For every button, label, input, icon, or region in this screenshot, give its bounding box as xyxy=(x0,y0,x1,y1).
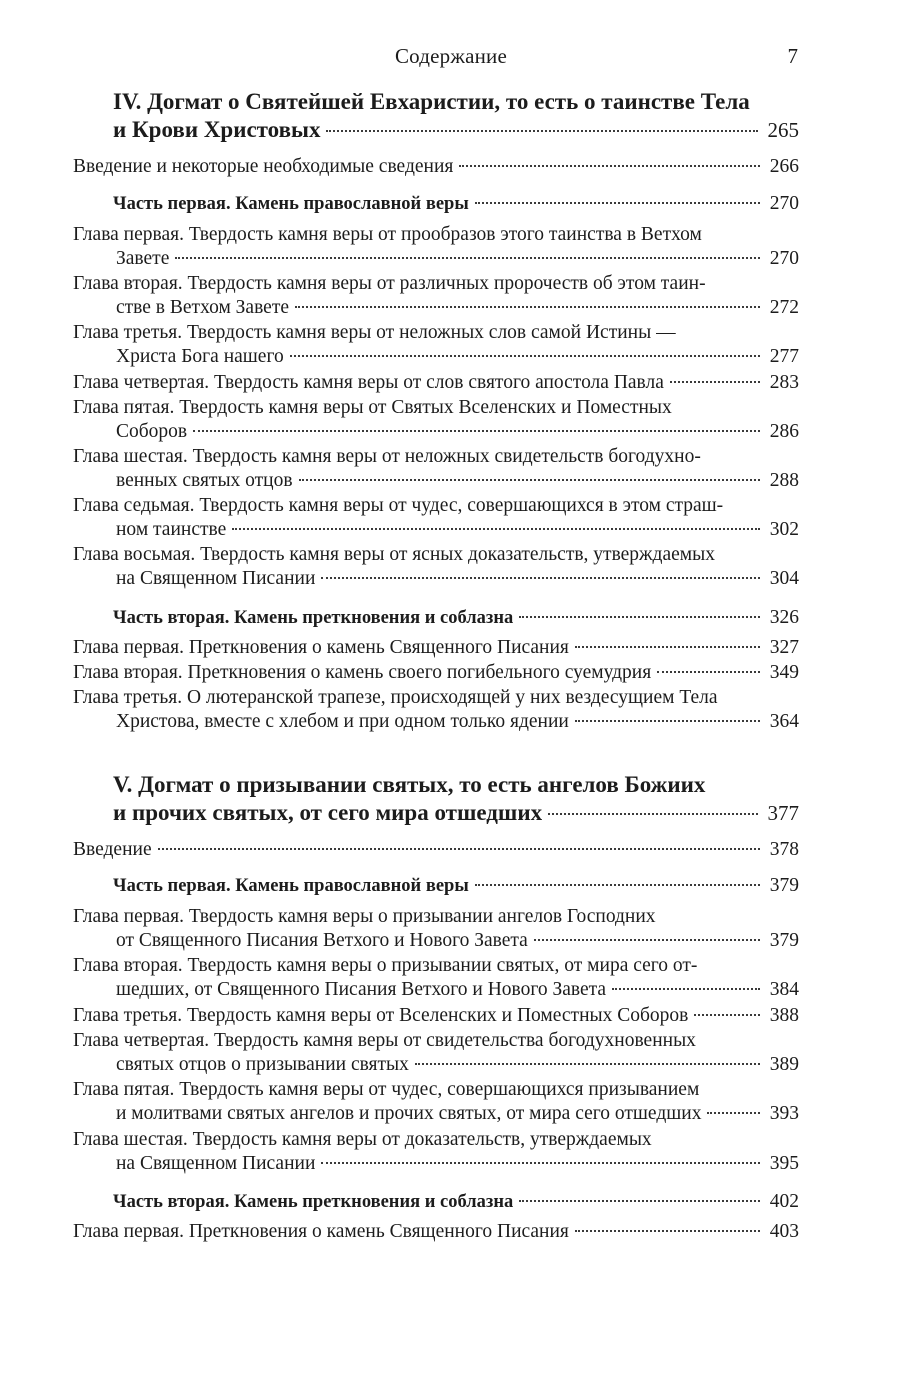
toc-entry-s5-intro: Введение 378 xyxy=(73,839,799,860)
toc-entry-s4-ch2-line2: стве в Ветхом Завете 272 xyxy=(116,297,799,318)
toc-entry-s5-ch6-line1: Глава шестая. Твердость камня веры от доказательств, утверждаемых xyxy=(73,1129,652,1150)
header-page-number: 7 xyxy=(787,44,798,68)
toc-entry-s4-part1: Часть первая. Камень православной веры 270 xyxy=(113,193,799,214)
toc-entry-s4-ch1-line1: Глава первая. Твердость камня веры от прообразов этого таинства в Ветхом xyxy=(73,224,702,245)
toc-entry-s4-ch7-line1: Глава седьмая. Твердость камня веры от чудес, совершающихся в этом страш- xyxy=(73,495,724,516)
section5-title-line2: и прочих святых, от сего мира отшедших 377 xyxy=(113,798,799,828)
toc-entry-s5-ch1-line1: Глава первая. Твердость камня веры о призывании ангелов Господних xyxy=(73,906,656,927)
toc-entry-s5-ch4-line1: Глава четвертая. Твердость камня веры от свидетельства богодухновенных xyxy=(73,1030,696,1051)
section5-title-line1: V. Догмат о призывании святых, то есть ангелов Божиих xyxy=(113,772,706,797)
toc-entry-s5-ch6-line2: на Священном Писании 395 xyxy=(116,1153,799,1174)
toc-entry-s4-p2ch2: Глава вторая. Преткновения о камень своего погибельного суемудрия 349 xyxy=(73,662,799,683)
toc-entry-s5-ch5-line1: Глава пятая. Твердость камня веры от чудес, совершающихся призыванием xyxy=(73,1079,700,1100)
toc-entry-s4-ch8-line1: Глава восьмая. Твердость камня веры от ясных доказательств, утверждаемых xyxy=(73,544,715,565)
toc-entry-s4-p2ch3-line1: Глава третья. О лютеранской трапезе, происходящей у них вездесущием Тела xyxy=(73,687,718,708)
section4-title-line2: и Крови Христовых 265 xyxy=(113,115,799,145)
section4-page: 265 xyxy=(767,118,799,142)
toc-entry-s4-ch8-line2: на Священном Писании 304 xyxy=(116,568,799,589)
toc-entry-s4-p2ch1: Глава первая. Преткновения о камень Священного Писания 327 xyxy=(73,637,799,658)
section4-title-line1: IV. Догмат о Святейшей Евхаристии, то есть о таинстве Тела xyxy=(113,89,750,114)
running-header xyxy=(0,44,902,74)
toc-entry-s5-part2: Часть вторая. Камень преткновения и соблазна 402 xyxy=(113,1191,799,1212)
toc-entry-s5-ch2-line1: Глава вторая. Твердость камня веры о призывании святых, от мира сего от- xyxy=(73,955,698,976)
toc-entry-s4-ch4: Глава четвертая. Твердость камня веры от слов святого апостола Павла 283 xyxy=(73,372,799,393)
toc-entry-s5-ch4-line2: святых отцов о призывании святых 389 xyxy=(116,1054,799,1075)
toc-entry-s4-ch3-line1: Глава третья. Твердость камня веры от неложных слов самой Истины — xyxy=(73,322,676,343)
toc-entry-s5-ch5-line2: и молитвами святых ангелов и прочих святых, от мира сего отшедших 393 xyxy=(116,1103,799,1124)
toc-entry-s4-intro: Введение и некоторые необходимые сведения 266 xyxy=(73,156,799,177)
toc-entry-s4-ch7-line2: ном таинстве 302 xyxy=(116,519,799,540)
toc-entry-s4-part2: Часть вторая. Камень преткновения и соблазна 326 xyxy=(113,607,799,628)
toc-entry-s5-ch1-line2: от Священного Писания Ветхого и Нового Завета 379 xyxy=(116,930,799,951)
section5-page: 377 xyxy=(767,801,799,825)
header-title: Содержание xyxy=(394,44,508,68)
toc-entry-s4-ch3-line2: Христа Бога нашего 277 xyxy=(116,346,799,367)
toc-entry-s5-part1: Часть первая. Камень православной веры 379 xyxy=(113,875,799,896)
toc-entry-s4-ch2-line1: Глава вторая. Твердость камня веры от различных пророчеств об этом таин- xyxy=(73,273,706,294)
toc-entry-s4-ch6-line1: Глава шестая. Твердость камня веры от неложных свидетельств богодухно- xyxy=(73,446,701,467)
toc-entry-s4-ch1-line2: Завете 270 xyxy=(116,248,799,269)
toc-entry-s5-ch2-line2: шедших, от Священного Писания Ветхого и Нового Завета 384 xyxy=(116,979,799,1000)
toc-entry-s4-ch5-line1: Глава пятая. Твердость камня веры от Святых Вселенских и Поместных xyxy=(73,397,672,418)
toc-entry-s4-ch6-line2: венных святых отцов 288 xyxy=(116,470,799,491)
toc-entry-s4-ch5-line2: Соборов 286 xyxy=(116,421,799,442)
toc-entry-s5-p2ch1: Глава первая. Преткновения о камень Священного Писания 403 xyxy=(73,1221,799,1242)
toc-entry-s4-p2ch3-line2: Христова, вместе с хлебом и при одном только ядении 364 xyxy=(116,711,799,732)
toc-entry-s5-ch3: Глава третья. Твердость камня веры от Вселенских и Поместных Соборов 388 xyxy=(73,1005,799,1026)
